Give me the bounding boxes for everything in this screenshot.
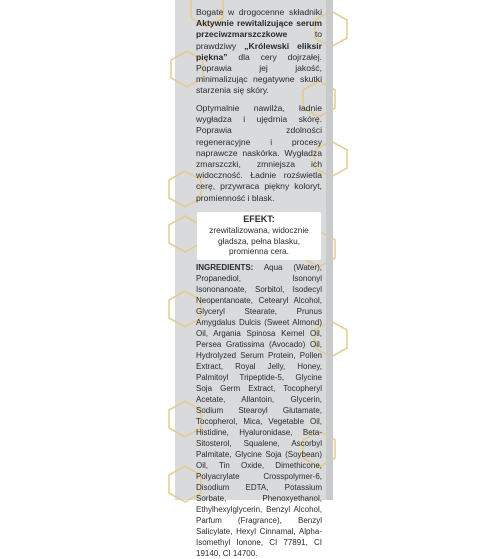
effect-box: [197, 212, 321, 260]
ingredients-label: INGREDIENTS:: [196, 263, 254, 272]
ingredients-list: [196, 262, 322, 559]
description-paragraph-1: [196, 7, 322, 97]
box-edge: [326, 0, 333, 500]
description-paragraph-2: Optymalnie nawilża, ładnie wygładza i ujędrnia skórę. Poprawia zdolności regeneracyjne i procesy naprawcze naskórka. Wygładza zmarszczki, zmniejsza ich widoczność. Ładnie rozświetla cerę, przywraca piękny koloryt, promienność i blask.: [196, 103, 322, 203]
para1-highlight: Aktywnie rewitalizujące serum przeciwzmarszczkowe: [196, 18, 322, 40]
effect-text: zrewitalizowana, widocznie gładsza, pełna blasku, promienna cera.: [209, 225, 309, 256]
para1-highlight-2: „Królewski eliksir piękna”: [196, 40, 322, 62]
ingredients-text: Aqua (Water), Propanediol, Isononyl Isononanoate, Sorbitol, Isodecyl Neopentanoate, Cetearyl Alcohol, Glyceryl Stearate, Prunus Amygdalus Dulcis (Sweet Almond) Oil, Argania Spinosa Kernel Oil, Persea Gratissima (Avocado) Oil, Hydrolyzed Serum Protein, Pollen Extract, Royal Jelly, Honey, Palmitoyl Tripeptide-5, Glycine Soja Germ Extract, Tocopheryl Acetate, Allantoin, Glycerin, Sodium Stearoyl Glutamate, Tocopherol, Mica, Vegetable Oil, Histidine, Hyaluronidase, Beta-Sitosterol, Squalene, Ascorbyl Palmitate, Glycine Soja (Soybean) Oil, Tin Oxide, Dimethicone, Polyacrylate Crosspolymer-6, Disodium EDTA, Potassium Sorbate, Phenoxyethanol, Ethylhexylglycerin, Benzyl Alcohol, Parfum (Fragrance), Benzyl Salicylate, Hexyl Cinnamal, Alpha-Isomethyl Ionone, CI 77891, CI 19140, CI 14700.: [196, 263, 322, 558]
para1-intro: Bogate w drogocenne składniki: [196, 7, 322, 17]
effect-title: EFEKT:: [243, 214, 275, 224]
para1-mid: to prawdziwy: [196, 29, 322, 51]
para1-end: dla cery dojrzałej. Poprawia jej jakość, minimalizując negatywne skutki starzenia się skóry.: [196, 51, 323, 96]
